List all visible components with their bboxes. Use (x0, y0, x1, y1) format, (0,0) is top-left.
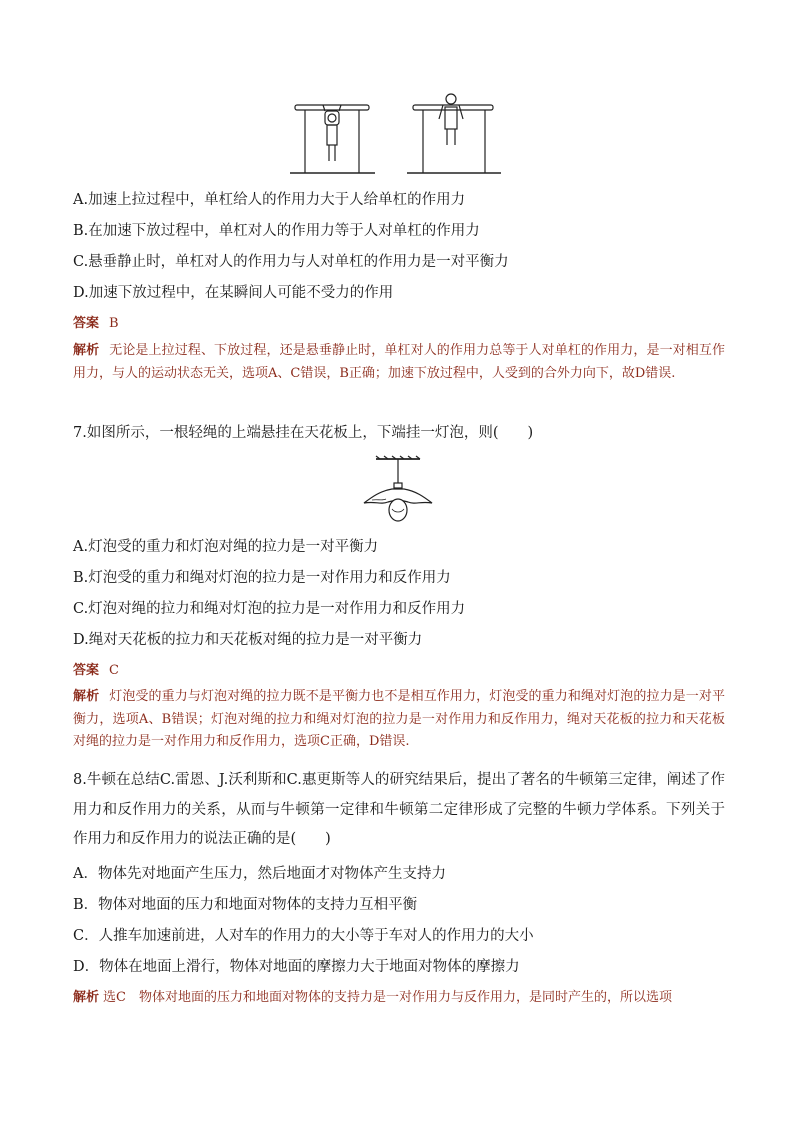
q8-option-a: A．物体先对地面产生压力，然后地面才对物体产生支持力 (73, 866, 446, 882)
analysis-label: 解析 (73, 343, 100, 358)
q7-option-d: D.绳对天花板的拉力和天花板对绳的拉力是一对平衡力 (73, 632, 423, 648)
q7-answer (73, 661, 119, 681)
q7-stem: 7.如图所示，一根轻绳的上端悬挂在天花板上，下端挂一灯泡，则( ) (73, 425, 534, 441)
q6-option-c: C.悬垂静止时，单杠对人的作用力与人对单杠的作用力是一对平衡力 (73, 254, 509, 270)
q7-option-b: B.灯泡受的重力和绳对灯泡的拉力是一对作用力和反作用力 (73, 570, 451, 586)
analysis-text: 无论是上拉过程、下放过程，还是悬垂静止时，单杠对人的作用力总等于人对单杠的作用力，是一对相互作用力，与人的运动状态无关，选项A、C错误，B正确；加速下放过程中，人受到的合外力向下，故D错误. (73, 343, 725, 381)
q8-analysis (73, 988, 672, 1008)
pullup-figure (285, 93, 505, 179)
answer-label: 答案 (73, 663, 100, 678)
pullup-left-scene (290, 105, 375, 173)
answer-value: B (109, 316, 119, 331)
q8-option-d: D．物体在地面上滑行，物体对地面的摩擦力大于地面对物体的摩擦力 (73, 959, 520, 975)
q8-option-b: B．物体对地面的压力和地面对物体的支持力互相平衡 (73, 897, 418, 913)
q6-option-d: D.加速下放过程中，在某瞬间人可能不受力的作用 (73, 285, 394, 301)
q7-analysis (73, 686, 725, 754)
q8-stem: 8.牛顿在总结C.雷恩、J.沃利斯和C.惠更斯等人的研究结果后，提出了著名的牛顿第三定律，阐述了作用力和反作用力的关系，从而与牛顿第一定律和牛顿第二定律形成了完整的牛顿力学体系。下列关于作用力和反作用力的说法正确的是( ) (73, 772, 725, 847)
q6-answer (73, 314, 119, 334)
analysis-text: 灯泡受的重力与灯泡对绳的拉力既不是平衡力也不是相互作用力，灯泡受的重力和绳对灯泡的拉力是一对平衡力，选项A、B错误；灯泡对绳的拉力和绳对灯泡的拉力是一对作用力和反作用力，绳对天花板的拉力和天花板对绳的拉力是一对作用力和反作用力，选项C正确，D错误. (73, 689, 725, 749)
lightbulb-figure (358, 455, 438, 535)
q7-option-c: C.灯泡对绳的拉力和绳对灯泡的拉力是一对作用力和反作用力 (73, 601, 466, 617)
pullup-right-scene (407, 94, 501, 173)
q7-option-a: A.灯泡受的重力和灯泡对绳的拉力是一对平衡力 (73, 539, 379, 555)
q6-option-b: B.在加速下放过程中，单杠对人的作用力等于人对单杠的作用力 (73, 223, 480, 239)
q8-option-c: C．人推车加速前进，人对车的作用力的大小等于车对人的作用力的大小 (73, 928, 534, 944)
q6-analysis (73, 340, 725, 385)
analysis-label: 解析 (73, 990, 100, 1005)
analysis-text: 选C 物体对地面的压力和地面对物体的支持力是一对作用力与反作用力，是同时产生的，所以选项 (103, 990, 672, 1005)
answer-value: C (109, 663, 119, 678)
analysis-label: 解析 (73, 689, 100, 704)
answer-label: 答案 (73, 316, 100, 331)
q6-option-a: A.加速上拉过程中，单杠给人的作用力大于人给单杠的作用力 (73, 192, 466, 208)
